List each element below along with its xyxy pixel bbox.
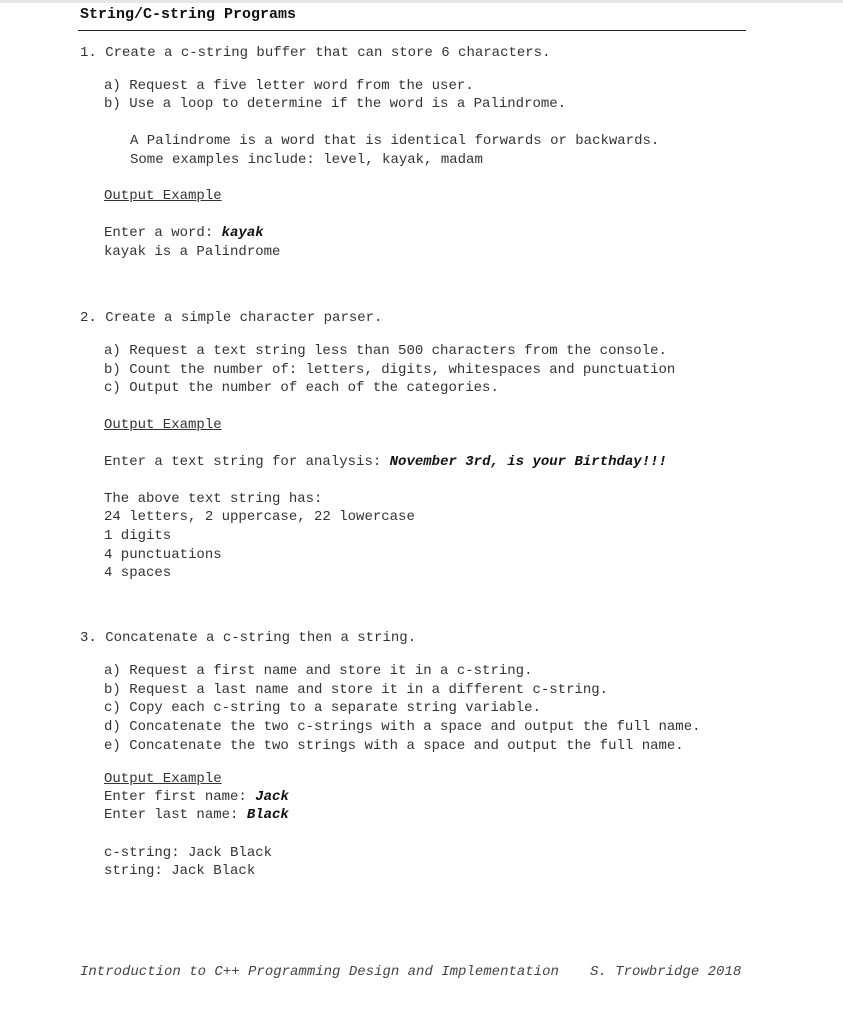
- viewer-top-border: [0, 0, 843, 3]
- q3-heading: 3. Concatenate a c-string then a string.: [80, 630, 417, 646]
- q1-user-input: kayak: [221, 225, 264, 241]
- q2-step-c: c) Output the number of each of the categories.: [104, 380, 499, 396]
- q3-step-e: e) Concatenate the two strings with a space and output the full name.: [104, 738, 684, 754]
- q3-result-2: string: Jack Black: [104, 863, 256, 879]
- q1-step-a: a) Request a five letter word from the user.: [104, 78, 474, 94]
- q2-prompt-line: [104, 453, 667, 471]
- q1-heading: 1. Create a c-string buffer that can store 6 characters.: [80, 45, 551, 61]
- q2-step-b: b) Count the number of: letters, digits, whitespaces and punctuation: [104, 362, 676, 378]
- q3-prompt-last-line: [104, 806, 289, 824]
- q3-step-c: c) Copy each c-string to a separate string variable.: [104, 700, 541, 716]
- q2-step-a: a) Request a text string less than 500 characters from the console.: [104, 343, 667, 359]
- q2-prompt: Enter a text string for analysis:: [104, 454, 390, 470]
- q3-step-b: b) Request a last name and store it in a different c-string.: [104, 682, 609, 698]
- title-rule: [78, 30, 746, 31]
- q2-result-4: 4 punctuations: [104, 547, 222, 563]
- q1-output-label: Output Example: [104, 188, 222, 204]
- q3-prompt-last: Enter last name:: [104, 807, 247, 823]
- q1-note-1: A Palindrome is a word that is identical forwards or backwards.: [130, 133, 660, 149]
- q3-input-last: Black: [246, 807, 289, 823]
- q3-result-1: c-string: Jack Black: [104, 845, 273, 861]
- q2-result-5: 4 spaces: [104, 565, 172, 581]
- page-title: String/C-string Programs: [80, 6, 297, 23]
- q1-step-b: b) Use a loop to determine if the word is a Palindrome.: [104, 96, 567, 112]
- q2-user-input: November 3rd, is your Birthday!!!: [389, 454, 667, 470]
- q3-step-a: a) Request a first name and store it in a c-string.: [104, 663, 533, 679]
- q2-output-label: Output Example: [104, 417, 222, 433]
- q1-note-2: Some examples include: level, kayak, madam: [130, 152, 483, 168]
- footer-author: S. Trowbridge 2018: [590, 964, 742, 980]
- q1-result: kayak is a Palindrome: [104, 244, 281, 260]
- footer-course: Introduction to C++ Programming Design and Implementation: [80, 964, 559, 980]
- q2-result-2: 24 letters, 2 uppercase, 22 lowercase: [104, 509, 415, 525]
- q1-prompt: Enter a word:: [104, 225, 222, 241]
- q2-result-1: The above text string has:: [104, 491, 323, 507]
- q3-prompt-first: Enter first name:: [104, 789, 256, 805]
- q2-heading: 2. Create a simple character parser.: [80, 310, 383, 326]
- q2-result-3: 1 digits: [104, 528, 172, 544]
- q1-prompt-line: [104, 224, 264, 242]
- q3-output-label: Output Example: [104, 771, 222, 787]
- q3-prompt-first-line: [104, 788, 289, 806]
- q3-step-d: d) Concatenate the two c-strings with a space and output the full name.: [104, 719, 701, 735]
- q3-input-first: Jack: [255, 789, 289, 805]
